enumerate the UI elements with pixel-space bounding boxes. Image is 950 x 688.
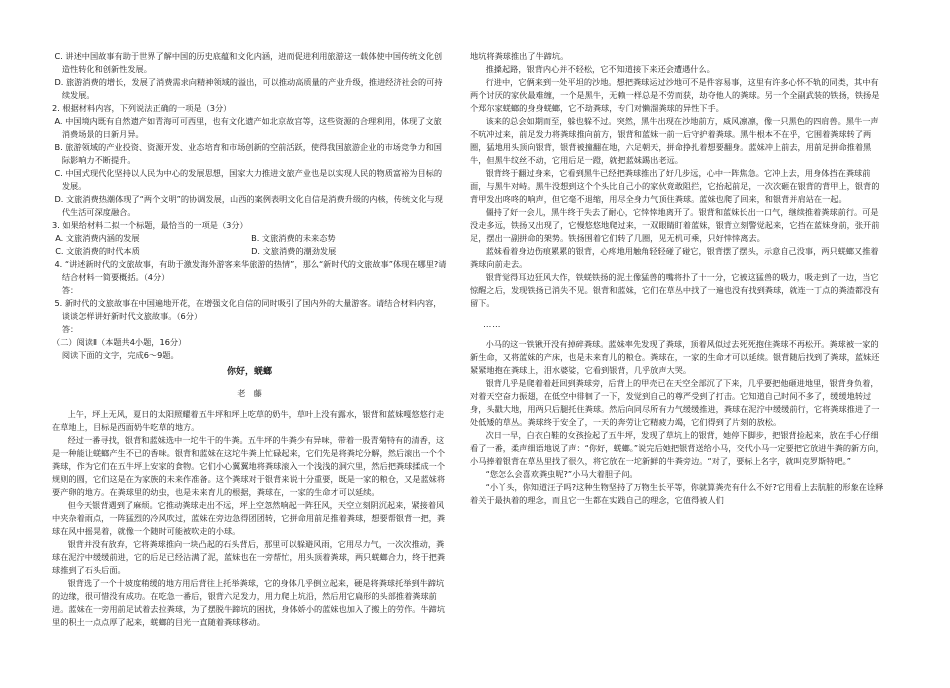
story-paragraph: 经过一番寻找，银背和蓝妹选中一坨牛干的牛粪。五牛坪的牛粪少有异味，带着一股青菊特有的清香，这是一种能让蜣螂产生不已的香味。银背和蓝妹在这坨牛粪上忙碌起来，它们先是将粪坨分解，然后滚出一个个粪球，作为它们在五牛坪上安家的食物。它们小心翼翼地将粪球滚入一个浅浅的洞穴里，然后把粪球揉成一个规则的圆，它们这是在为家族的未来作准备。这个粪球对于银背来说十分重要，既是一家的粮仓，又是蓝妹将要产卵的地方。在粪球里的幼虫，也是未来育儿的根据，粪球在，一家的生命才可以延续。 [52, 435, 446, 498]
q1-option-d: D. 旅游消费的增长，发展了消费需求向精神领域的溢出，可以推动高质量的产业升级，推进经济社会的可持续发展。 [54, 77, 443, 100]
story-paragraph: 银背觉得耳边狂风大作，铁蜣铁扬的泥土像猛兽的嘴将扑了十一分，它被这猛兽的吸力，吸走到了一边，当它惊醒之后，发现铁扬已消失不见。银背和蓝妹，它们在草丛中找了一遍也没有找到粪球，就连一丁点的粪渣都没有留下。 [470, 272, 880, 308]
story-paragraph: 该来的总会如期而至，躲也躲不过。突然，黑牛出现在沙地前方，威风凛凛，像一只黑色的四肩兽。黑牛一声不吭冲过来，前足发力将粪球推向前方，银背和蓝妹一前一后守护着粪球。黑牛根本不在乎，它围着粪球转了两圈，猛地用头顶向银背，银背被撞翻在地，六足朝天，拼命挣扎着想要翻身。蓝妹冲上前去，用前足拼命推着黑牛，但黑牛纹丝不动，它用后足一蹬，就把蓝妹踢出老远。 [470, 116, 879, 165]
q5-stem: 5. 新时代的文旅故事在中国遍地开花，在增强文化自信的同时吸引了国内外的大量游客。请结合材料内容，谈谈怎样讲好新时代文旅故事。（6分） [54, 298, 442, 321]
section-break-ellipsis: …… [483, 319, 502, 330]
story-paragraph: 银背终于翻过身来，它看到黑牛已经把粪球推出了好几步远，心中一阵焦急。它冲上去，用身体挡在粪球前面，与黑牛对峙。黑牛没想到这个个头比自己小的家伙竟敢阻拦，它抬起前足，一次次砸在银背的背甲上，银背的背甲发出咚咚的响声，但它毫不退缩，用尽全身力气顶住粪球。蓝妹也爬了回来，和银背并肩站在一起。 [470, 168, 880, 204]
q5-answer-label: 答： [61, 324, 79, 334]
q3-option-d: D. 文旅消费的潮劲发展 [251, 246, 337, 256]
story-title: 你好，蜣螂 [226, 367, 272, 377]
q2-option-d: D. 文旅消费热潮体现了“两个文明”的协调发展，山西的案例表明文化自信是消费升级的内核，传统文化与现代生活可深度融合。 [54, 194, 443, 217]
q2-option-a: A. 中国境内既有自然遗产如青海可可西里，也有文化遗产如北京故宫等，这些资源的合理利用，体现了文旅消费场景的日新月异。 [54, 116, 442, 139]
story-paragraph: 银背并没有放弃，它将粪球推向一块凸起的石头背后，那里可以躲避风雨，它用尽力气，一次次推动，粪球在泥泞中缓缓前进，它的后足已经沾满了泥，蓝妹也在一旁帮忙，用头顶着粪球，两只蜣螂合力，终于把粪球推到了石头后面。 [52, 539, 446, 576]
q4-stem: 4. “讲述新时代的文旅故事，有助于激发海外游客来华旅游的热情”，那么“新时代的文旅故事”体现在哪里?请结合材料一简要概括。（4分） [54, 259, 447, 282]
left-column [52, 50, 447, 680]
story-paragraph: 但今天银背遇到了麻烦。它推动粪球走出不远，坪上空忽然响起一阵狂风，天空立刻阴沉起来，紧接着风中夹杂着雨点，一阵猛烈的冷风吹过，蓝妹在旁边急得团团转，它拼命用前足推着粪球，想要帮银背一把，粪球在风中摇晃着，就像一个随时可能被吹走的小球。 [52, 500, 446, 537]
story-paragraph: “您怎么会喜欢粪虫呢?”小马大着胆子问。 [485, 469, 638, 480]
story-paragraph: 地坑将粪球推出了牛蹄坑。 [470, 51, 569, 61]
story-author: 老 藤 [237, 388, 262, 399]
story-paragraph: 小马的这一铁锹开没有掉碎粪球。蓝妹率先发现了粪球，顶着风似过去死死抱住粪球不再松开。粪球被一家的新生命，又将蓝妹的产床，也是未来育儿的粮仓。粪球在，一家的生命才可以延续。银背随后找到了粪球，蓝妹还紧紧地抱在粪球上，泪水婆娑，它看到银背，几乎放声大哭。 [470, 339, 880, 376]
q3-option-a: A. 文旅消费内涵的发展 [55, 233, 140, 243]
story-paragraph: 银背几乎是爬着着赶回到粪球旁，后背上的甲壳已在天空全部沉了下来，几乎要把他砸进地里，银背身负着，对着天空奋力振翅，在低空中徘徊了一下，发觉到自己的尊严受到了打击。它知道自己时间不多了，缓缓地转过身，头戳大地，用两只后腿托住粪球。然后向同尽所有力气缓缓推进，粪球在泥泞中缓缓前行，它将粪球推进了一处低矮的草丛。粪球终于安全了，一天的奔劳让它精疲力竭，它们得到了片刻的放松。 [470, 378, 880, 428]
story-paragraph: 次日一早，白衣白鞋的女孩捡起了五牛坪，发现了草坑上的银背，她停下脚步，把银背捡起来，放在手心仔细看了一番，柔声细语地说了声：“你好，蜣螂。”说完后她把银背送给小马，交代小马一定要把它放进牛粪的新方向，小马捧着银背在草丛里找了很久，将它放在一坨新鲜的牛粪旁边。“对了，要标上名字，就叫克罗斯特吧。” [470, 430, 884, 467]
story-paragraph: 行进中，它俩来到一处平坦的沙地。想把粪球运过沙地可不是件容易事，这里有许多心怀不轨的同类，其中有两个讨厌的家伙最难缠，一个是黑牛，无赖一样总是不劳而获，劫夺他人的粪球。另一个全副武装的铁扬，铁扬是个郑尔家蜣螂的身身蜣螂，它不劫粪球，专门对懒溜粪球的异性下手。 [470, 77, 880, 113]
story-paragraph: 僵持了好一会儿，黑牛终于失去了耐心，它悻悻地离开了。银背和蓝妹长出一口气，继续推着粪球前行。可是没走多远，铁扬又出现了，它慢悠悠地爬过来，一双眼睛盯着蓝妹，银背立刻警觉起来，它挡在蓝妹身前，张开前足，摆出一副拼命的架势。铁扬围着它们转了几圈，见无机可乘，只好悻悻离去。 [470, 207, 880, 243]
story-paragraph: 蓝妹看着身边伤痕累累的银背，心疼地用触角轻轻碰了碰它，银背摆了摆头，示意自己没事，两只蜣螂又推着粪球向前走去。 [470, 246, 879, 269]
section-header: （二）阅读Ⅱ（本题共4小题，16分） [52, 337, 187, 347]
q2-option-c: C. 中国式现代化坚持以人民为中心的发展思想，国家大力推进文旅产业也是以实现人民的物质富裕为目标的发展。 [54, 168, 443, 191]
story-paragraph: “小丫头，你知道汪子吗?这种生物坚持了万物生长平等，你就算粪壳有什么不好?它用看上去肮脏的形象在诠释着关于最执着的理念，而且它一生都在实践自己的理念，它值得被人们 [470, 482, 884, 506]
story-paragraph: 推搡起路，银背内心并不轻松，它不知道接下来还会遭遇什么。 [485, 64, 715, 74]
q4-answer-label: 答： [61, 285, 79, 295]
q3-option-c: C. 文旅消费的时代本质 [55, 246, 140, 256]
q1-option-c: C. 讲述中国故事有助于世界了解中国的历史底蕴和文化内涵，进而促进利用旅游这一载体使中国传统文化创造性转化和创新性发展。 [54, 51, 443, 74]
right-column [470, 50, 885, 680]
q3-option-b: B. 文旅消费的未来态势 [251, 233, 336, 243]
q3-options [52, 232, 447, 258]
q3-stem: 3. 如果给材料二拟一个标题，最恰当的一项是（3分） [52, 220, 248, 230]
q2-option-b: B. 旅游领域的产业投资、资源开发、业态培育和市场创新的空前活跃，使得我国旅游企业的市场竞争力和国际影响力不断提升。 [54, 142, 442, 165]
q2-stem: 2. 根据材料内容，下列说法正确的一项是（3分） [52, 103, 232, 113]
story-paragraph: 上午，坪上无风，夏日的太阳照耀着五牛坪和坪上吃草的奶牛，草叶上没有露水，银背和蓝妹嘎悠悠行走在草地上，目标是西面奶牛吃草的地方。 [52, 409, 445, 433]
section-instruction: 阅读下面的文字，完成6～9题。 [61, 350, 179, 360]
story-paragraph: 银背选了一个十坡度稍缓的地方用后背往上托举粪球，它的身体几乎倒立起来，硬是将粪球托举到牛蹄坑的边缘，很可惜没有成功。在吃急一番后，银背六足发力，用力爬上坑沿，然后用它扁形的头部推着粪球前进。蓝妹在一旁用前足试着去拉粪球，为了摆脱牛蹄坑的困扰，身体娇小的蓝妹也加入了搬上的劳作。牛蹄坑里的积土一点点厚了起来，蜣螂的目光一直随着粪球移动。 [52, 578, 446, 628]
